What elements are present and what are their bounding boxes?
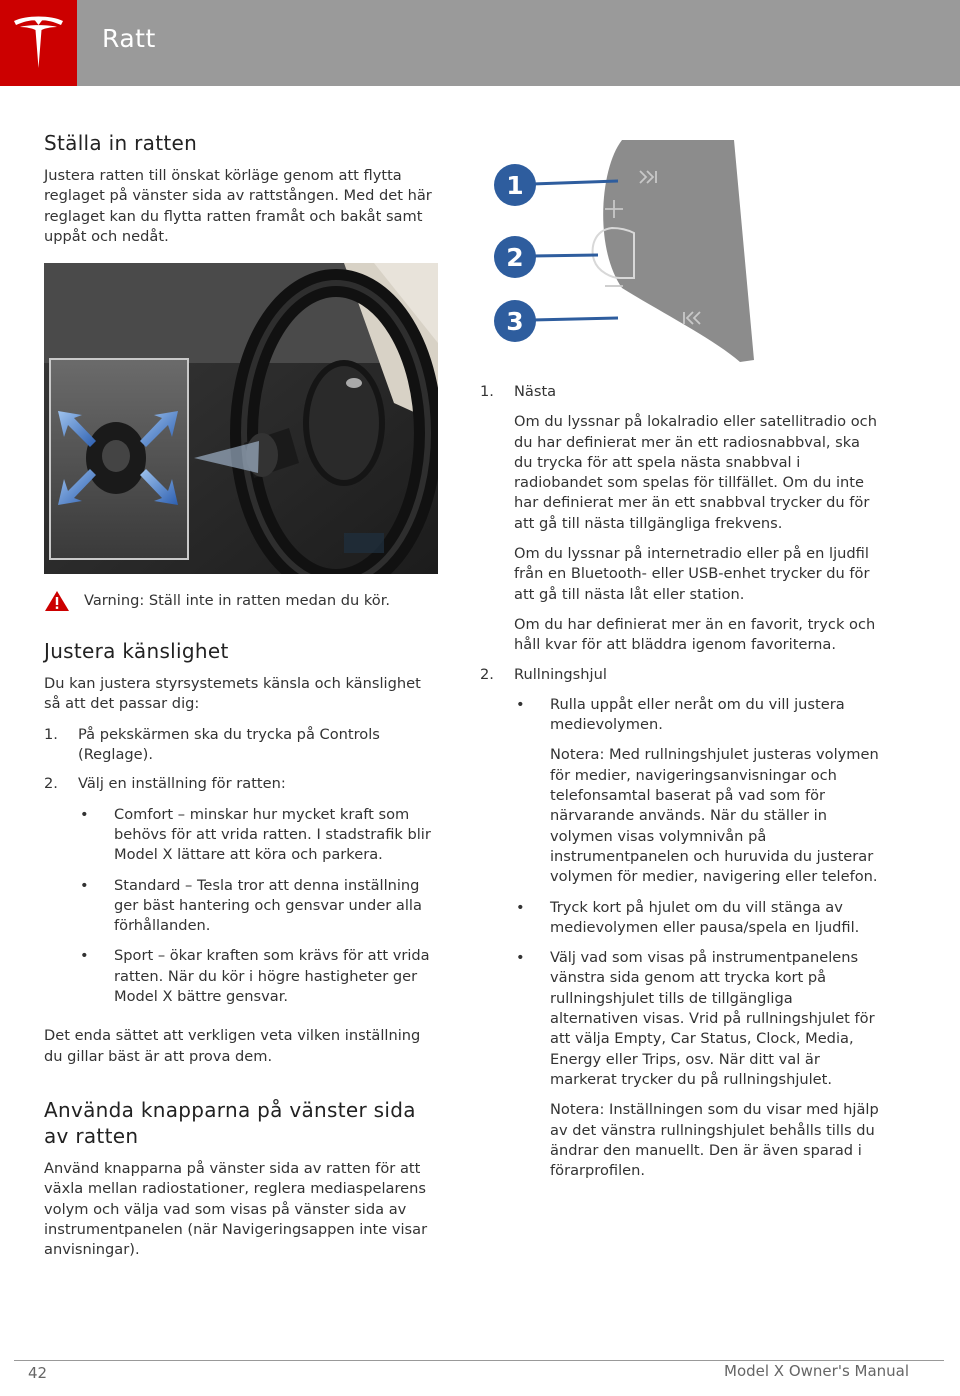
brand-logo (0, 0, 77, 86)
tesla-logo-icon (12, 15, 65, 70)
steering-column-photo (44, 263, 438, 574)
list-item: • Sport – ökar kraften som krävs för att vrida ratten. När du kör i högre hastigheter ger Model X bättre gensvar. (80, 947, 430, 1006)
section-intro-sensitivity: Du kan justera styrsystemets känsla och känslighet så att det passar dig: (44, 675, 421, 713)
list-item: • Comfort – minskar hur mycket kraft som behövs för att vrida ratten. I stadstrafik blir Model X lättare att köra och parkera. (80, 805, 431, 864)
warning-text: Varning: Ställ inte in ratten medan du kör. (84, 592, 391, 610)
list-item: • Tryck kort på hjulet om du vill stänga av medievolymen eller pausa/spela en ljudfil. (516, 898, 860, 936)
callout-2: 2 (506, 243, 524, 272)
manual-name: Model X Owner's Manual (724, 1362, 910, 1380)
item-title: Rullningshjul (514, 665, 607, 683)
list-item: • Rulla uppåt eller neråt om du vill justera medievolymen. Notera: Med rullningshjulet justeras volymen för medier, navigeringsanvisningar och telefonsamtal baserat på vad som för närvarande används. När du ställer in volymen visas volymnivån på instrumentpanelen och huruvida du justerar volymen för medier, navigering eller telefon. (514, 695, 880, 888)
note: Notera: Inställningen som du visar med hjälp av det vänstra rullningshjulet behålls tills du ändrar den manuellt. Den är även sparad i förarprofilen. (550, 1101, 879, 1180)
scroll-wheel-functions (514, 695, 880, 1182)
section-heading-adjust-wheel: Ställa in ratten (44, 131, 198, 155)
footer-divider (14, 1360, 944, 1361)
right-column (480, 138, 880, 1200)
left-scroll-wheel-diagram (472, 138, 772, 368)
page-title: Ratt (102, 24, 156, 53)
list-item: 1. Nästa Om du lyssnar på lokalradio eller satellitradio och du har definierat mer än ett radiosnabbval, ska du trycka för att spela nästa snabbval i radiobandet som spelas för tillfället. Om du inte har definierat mer än ett snabbval trycker du för att gå till nästa tillgängliga frekvens. Om du lyssnar på internetradio eller på en ljudfil från en Bluetooth- eller USB-enhet trycker du för att gå till nästa låt eller station. Om du har definierat mer än en favorit, tryck och håll kvar för att bläddra igenom favoriterna. (480, 382, 880, 656)
section-body-left-buttons: Använd knapparna på vänster sida av ratten för att växla mellan radiostationer, reglera mediaspelarens volym och välja vad som visas på vänster sida av instrumentpanelen (när Navigeringsappen inte visar anvisningar). (44, 1159, 428, 1259)
list-item: 1. På pekskärmen ska du trycka på Controls (Reglage). (44, 725, 380, 764)
section-outro-sensitivity: Det enda sättet att verkligen veta vilken inställning du gillar bäst är att prova dem. (44, 1027, 421, 1065)
page-header (0, 0, 960, 86)
warning-triangle-icon (44, 590, 70, 612)
list-item: 2. Välj en inställning för ratten: • Comfort – minskar hur mycket kraft som behövs för att vrida ratten. I stadstrafik blir Model X lättare att köra och parkera. • Standard – Tesla tror att denna inställning ger bäst hantering och gensvar under alla förhållanden. • Sport – ökar kraften som krävs för att vrida ratten. När du kör i högre hastigheter ger Model X bättre gensvar. (44, 774, 438, 1017)
list-item: • Välj vad som visas på instrumentpanelens vänstra sida genom att trycka kort på rullningshjulet tills de tillgängliga alternativen visas. Vrid på rullningshjulet för att välja Empty, Car Status, Clock, Media, Energy eller Trips, osv. När ditt val är markerat trycker du på rullningshjulet. Notera: Inställningen som du visar med hjälp av det vänstra rullningshjulet behålls tills du ändrar den manuellt. Den är även sparad i förarprofilen. (514, 948, 880, 1181)
steering-mode-options (78, 805, 438, 1008)
steering-wheel-illustration (44, 263, 438, 574)
list-item: • Standard – Tesla tror att denna inställning ger bäst hantering och gensvar under alla förhållanden. (80, 876, 422, 935)
button-functions-list (480, 382, 880, 1191)
section-body-adjust-wheel: Justera ratten till önskat körläge genom att flytta reglaget på vänster sida av rattstången. Med det här reglaget kan du flytta ratten framåt och bakåt samt uppåt och nedåt. (44, 167, 432, 245)
list-item: 2. Rullningshjul • Rulla uppåt eller neråt om du vill justera medievolymen. Notera: Med rullningshjulet justeras volymen för medier, navigeringsanvisningar och telefonsamtal baserat på vad som för närvarande används. När du ställer in volymen visas volymnivån på instrumentpanelen och huruvida du justerar volymen för medier, navigering eller telefon. • Tryck kort på hjulet om du vill stänga av medievolymen eller pausa/spela en ljudfil. • Välj vad som visas på instrumentpanelens vänstra sida genom att trycka kort på rullningshjulet tills de tillgängliga alternativen visas. Vrid på rullningshjulet för att välja Empty, Car Status, Clock, Media, Energy eller Trips, osv. När ditt val är markerat trycker du på rullningshjulet. Notera: Inställningen som du visar med hjälp av det vänstra rullningshjulet behålls tills du ändrar den manuellt. Den är även sparad i förarprofilen. (480, 665, 880, 1192)
sensitivity-steps (44, 725, 438, 1018)
callout-1: 1 (506, 171, 524, 200)
section-heading-left-buttons: Använda knapparna på vänster sida av ratten (44, 1097, 416, 1148)
callout-3: 3 (506, 307, 524, 336)
note: Notera: Med rullningshjulet justeras volymen för medier, navigeringsanvisningar och telefonsamtal baserat på vad som för närvarande används. När du ställer in volymen visas volymnivån på instrumentpanelen och huruvida du justerar volymen för medier, navigering eller telefon. (550, 746, 879, 886)
section-heading-sensitivity: Justera känslighet (44, 639, 229, 664)
page-number: 42 (28, 1364, 48, 1382)
item-title: Nästa (514, 383, 557, 400)
left-column (44, 130, 438, 1260)
warning-note (44, 590, 438, 612)
